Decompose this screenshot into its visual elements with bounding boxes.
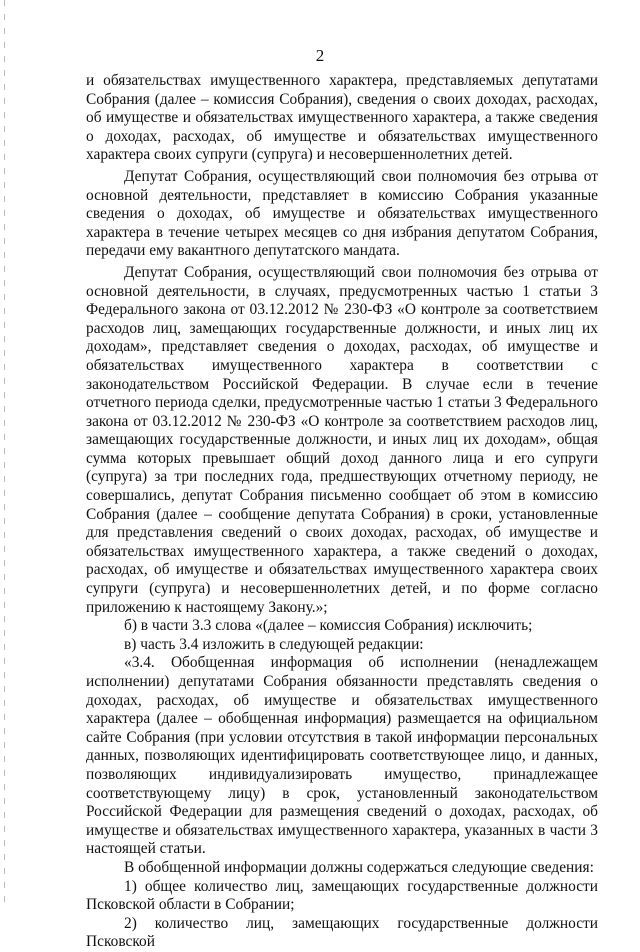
scan-edge-line: [4, 0, 5, 905]
paragraph-item-2: 2) количество лиц, замещающих государственные должности Псковской: [86, 914, 598, 951]
document-body: [86, 72, 598, 952]
paragraph-item-1: 1) общее количество лиц, замещающих государственные должности Псковской области в Собрании;: [86, 877, 598, 914]
paragraph-deputy-expenses: Депутат Собрания, осуществляющий свои полномочия без отрыва от основной деятельности, в случаях, предусмотренных частью 1 статьи 3 Федерального закона от 03.12.2012 № 230-ФЗ «О контроле за соответствием расходов лиц, замещающих государственные должности, и иных лиц их доходам», представляет сведения о доходах, расходах, об имуществе и обязательствах имущественного характера в соответствии с законодательством Российской Федерации. В случае если в течение отчетного периода сделки, предусмотренные частью 1 статьи 3 Федерального закона от 03.12.2012 № 230-ФЗ «О контроле за соответствием расходов лиц, замещающих государственные должности, и иных лиц их доходам», общая сумма которых превышает общий доход данного лица и его супруги (супруга) за три последних года, предшествующих отчетному периоду, не совершались, депутат Собрания письменно сообщает об этом в комиссию Собрания (далее – сообщение депутата Собрания) в сроки, установленные для представления сведений о своих доходах, расходах, об имуществе и обязательствах имущественного характера, а также сведений о доходах, расходах, об имуществе и обязательствах имущественного характера своих супруги (супруга) и несовершеннолетних детей, и по форме согласно приложению к настоящему Закону.»;: [86, 263, 598, 616]
paragraph-item-v: в) часть 3.4 изложить в следующей редакции:: [124, 635, 424, 653]
page-number: 2: [315, 46, 325, 65]
paragraph-item-b: б) в части 3.3 слова «(далее – комиссия Собрания) исключить;: [124, 617, 533, 635]
paragraph-deputy-declaration: Депутат Собрания, осуществляющий свои полномочия без отрыва от основной деятельности, представляет в комиссию Собрания указанные сведения о доходах, об имуществе и обязательствах имущественного характера в течение четырех месяцев со дня избрания депутатом Собрания, передачи ему вакантного депутатского мандата.: [86, 167, 598, 260]
paragraph-continuation: и обязательствах имущественного характера, представляемых депутатами Собрания (далее – комиссия Собрания), сведения о своих доходах, расходах, об имуществе и обязательствах имущественного характера, а также сведения о доходах, расходах, об имуществе и обязательствах имущественного характера своих супруги (супруга) и несовершеннолетних детей.: [86, 72, 598, 164]
paragraph-info-contents: В обобщенной информации должны содержаться следующие сведения:: [124, 858, 594, 876]
paragraph-part-3-4: «3.4. Обобщенная информация об исполнении (ненадлежащем исполнении) депутатами Собрания обязанности представлять сведения о доходах, расходах, об имуществе и обязательствах имущественного характера (далее – обобщенная информация) размещается на официальном сайте Собрания (при условии отсутствия в такой информации персональных данных, позволяющих идентифицировать соответствующее лицо, и данных, позволяющих индивидуализировать имущество, принадлежащее соответствующему лицу) в срок, установленный законодательством Российской Федерации для размещения сведений о доходах, расходах, об имуществе и обязательствах имущественного характера, указанных в части 3 настоящей статьи.: [86, 654, 598, 858]
